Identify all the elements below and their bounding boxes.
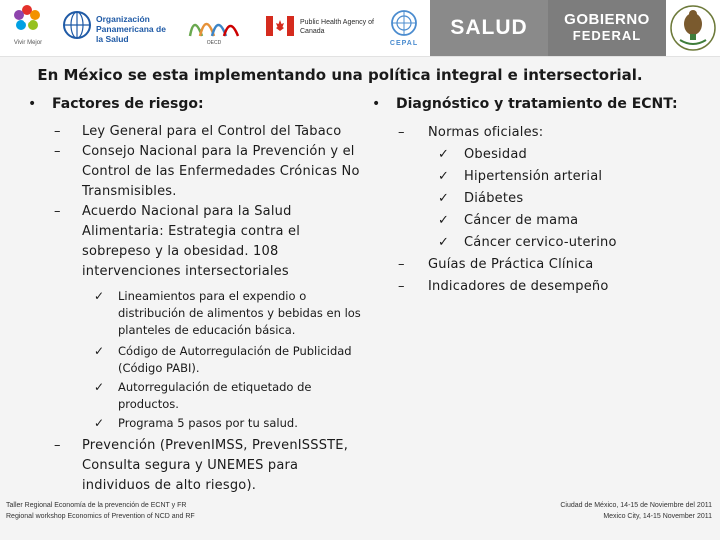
checkmark-icon: ✓ — [94, 344, 105, 358]
dash-marker: – — [54, 144, 61, 159]
slide-title: En México se esta implementando una política integral e intersectorial. — [37, 66, 643, 84]
list-item-text: Ley General para el Control del Tabaco — [82, 124, 342, 139]
vivir-mejor-logo — [4, 4, 52, 52]
sublist-item — [366, 188, 696, 210]
list-item — [22, 142, 362, 202]
canada-flag-icon — [266, 16, 294, 36]
footer-date — [560, 500, 712, 522]
checkmark-icon: ✓ — [438, 169, 450, 184]
sublist-item — [366, 232, 696, 254]
sublist-item-text: Cáncer cervico-uterino — [464, 235, 617, 250]
sublist-item-text: Cáncer de mama — [464, 213, 579, 228]
diagnosis-column — [366, 96, 696, 298]
sublist-item — [22, 288, 362, 339]
sublist-item-text: Obesidad — [464, 147, 527, 162]
list-item — [22, 202, 362, 282]
sublist-item — [366, 210, 696, 232]
checkmark-icon: ✓ — [94, 380, 105, 394]
oecd-logo — [182, 4, 246, 52]
vivir-mejor-label: Vivir Mejor — [13, 40, 43, 46]
sublist-item-text: Diábetes — [464, 191, 524, 206]
dash-marker: – — [54, 438, 61, 453]
list-item — [366, 276, 696, 298]
paho-logo — [62, 4, 174, 52]
logo-bar — [0, 0, 720, 57]
risk-factors-heading — [22, 96, 362, 112]
sublist-item — [366, 166, 696, 188]
checkmark-icon: ✓ — [438, 213, 450, 228]
gobierno-federal-logo — [548, 0, 666, 56]
footer-workshop-es: Taller Regional Economía de la prevención de ECNT y FR — [6, 502, 187, 509]
diagnosis-heading-text: Diagnóstico y tratamiento de ECNT: — [396, 96, 678, 112]
checkmark-icon: ✓ — [94, 289, 105, 303]
list-item — [366, 254, 696, 276]
oecd-label: OECD — [206, 40, 222, 46]
un-emblem-icon — [389, 8, 419, 38]
list-item-text: Guías de Práctica Clínica — [428, 257, 594, 272]
sublist-item-text: Lineamientos para el expendio o distribución de alimentos y bebidas en los planteles de educación básica. — [118, 289, 361, 337]
salud-logo — [430, 0, 548, 56]
risk-factors-heading-text: Factores de riesgo: — [52, 96, 204, 112]
dash-marker: – — [398, 125, 405, 140]
list-item-text: Indicadores de desempeño — [428, 279, 609, 294]
list-item-text: Consejo Nacional para la Prevención y el Control de las Enfermedades Crónicas No Transmisibles. — [82, 144, 360, 199]
checkmark-icon: ✓ — [438, 191, 450, 206]
sublist-item-text: Programa 5 pasos por tu salud. — [118, 416, 298, 430]
list-item-text: Normas oficiales: — [428, 125, 544, 140]
dash-marker: – — [54, 204, 61, 219]
vivir-mejor-flower-icon — [12, 4, 42, 34]
footer-workshop-en: Regional workshop Economics of Prevention of NCD and RF — [6, 513, 195, 520]
sublist-item — [22, 379, 362, 413]
risk-factors-column — [22, 96, 362, 496]
paho-globe-icon — [62, 10, 92, 40]
dash-marker: – — [398, 279, 405, 294]
list-item-text: Acuerdo Nacional para la Salud Alimentaria: Estrategia contra el sobrepeso y la obesidad. 108 intervenciones intersectoriales — [82, 204, 301, 279]
cepal-label: CEPAL — [389, 40, 419, 47]
salud-label: SALUD — [450, 16, 528, 39]
phac-name: Public Health Agency of Canada — [300, 19, 374, 35]
gobierno-label: GOBIERNO — [564, 11, 650, 28]
list-item — [22, 436, 362, 496]
checkmark-icon: ✓ — [438, 235, 450, 250]
footer-date-es: Ciudad de México, 14-15 de Noviembre del 2011 — [560, 502, 712, 509]
list-item — [22, 122, 362, 142]
cepal-logo — [384, 4, 424, 52]
bullet-marker: • — [372, 96, 381, 112]
sublist-item-text: Código de Autorregulación de Publicidad (Código PABI). — [118, 344, 352, 375]
phac-logo — [266, 4, 378, 52]
list-item-text: Prevención (PrevenIMSS, PrevenISSSTE, Consulta segura y UNEMES para individuos de alto riesgo). — [82, 438, 349, 493]
sublist-item — [366, 144, 696, 166]
federal-label: FEDERAL — [572, 28, 642, 43]
sublist-item — [22, 343, 362, 377]
dash-marker: – — [54, 124, 61, 139]
sublist — [22, 288, 362, 432]
sublist-item-text: Hipertensión arterial — [464, 169, 603, 184]
diagnosis-heading — [366, 96, 696, 112]
sublist-item — [22, 415, 362, 432]
mexico-coat-of-arms-icon — [668, 2, 718, 54]
dash-marker: – — [398, 257, 405, 272]
bullet-marker: • — [28, 96, 37, 112]
sublist-item-text: Autorregulación de etiquetado de productos. — [118, 380, 312, 411]
paho-name: Organización Panamericana de la Salud — [96, 14, 166, 44]
checkmark-icon: ✓ — [438, 147, 450, 162]
oecd-arcs-icon — [184, 10, 244, 38]
list-item — [366, 122, 696, 144]
footer-date-en: Mexico City, 14-15 November 2011 — [603, 513, 712, 520]
checkmark-icon: ✓ — [94, 416, 105, 430]
footer-workshop — [6, 500, 195, 522]
